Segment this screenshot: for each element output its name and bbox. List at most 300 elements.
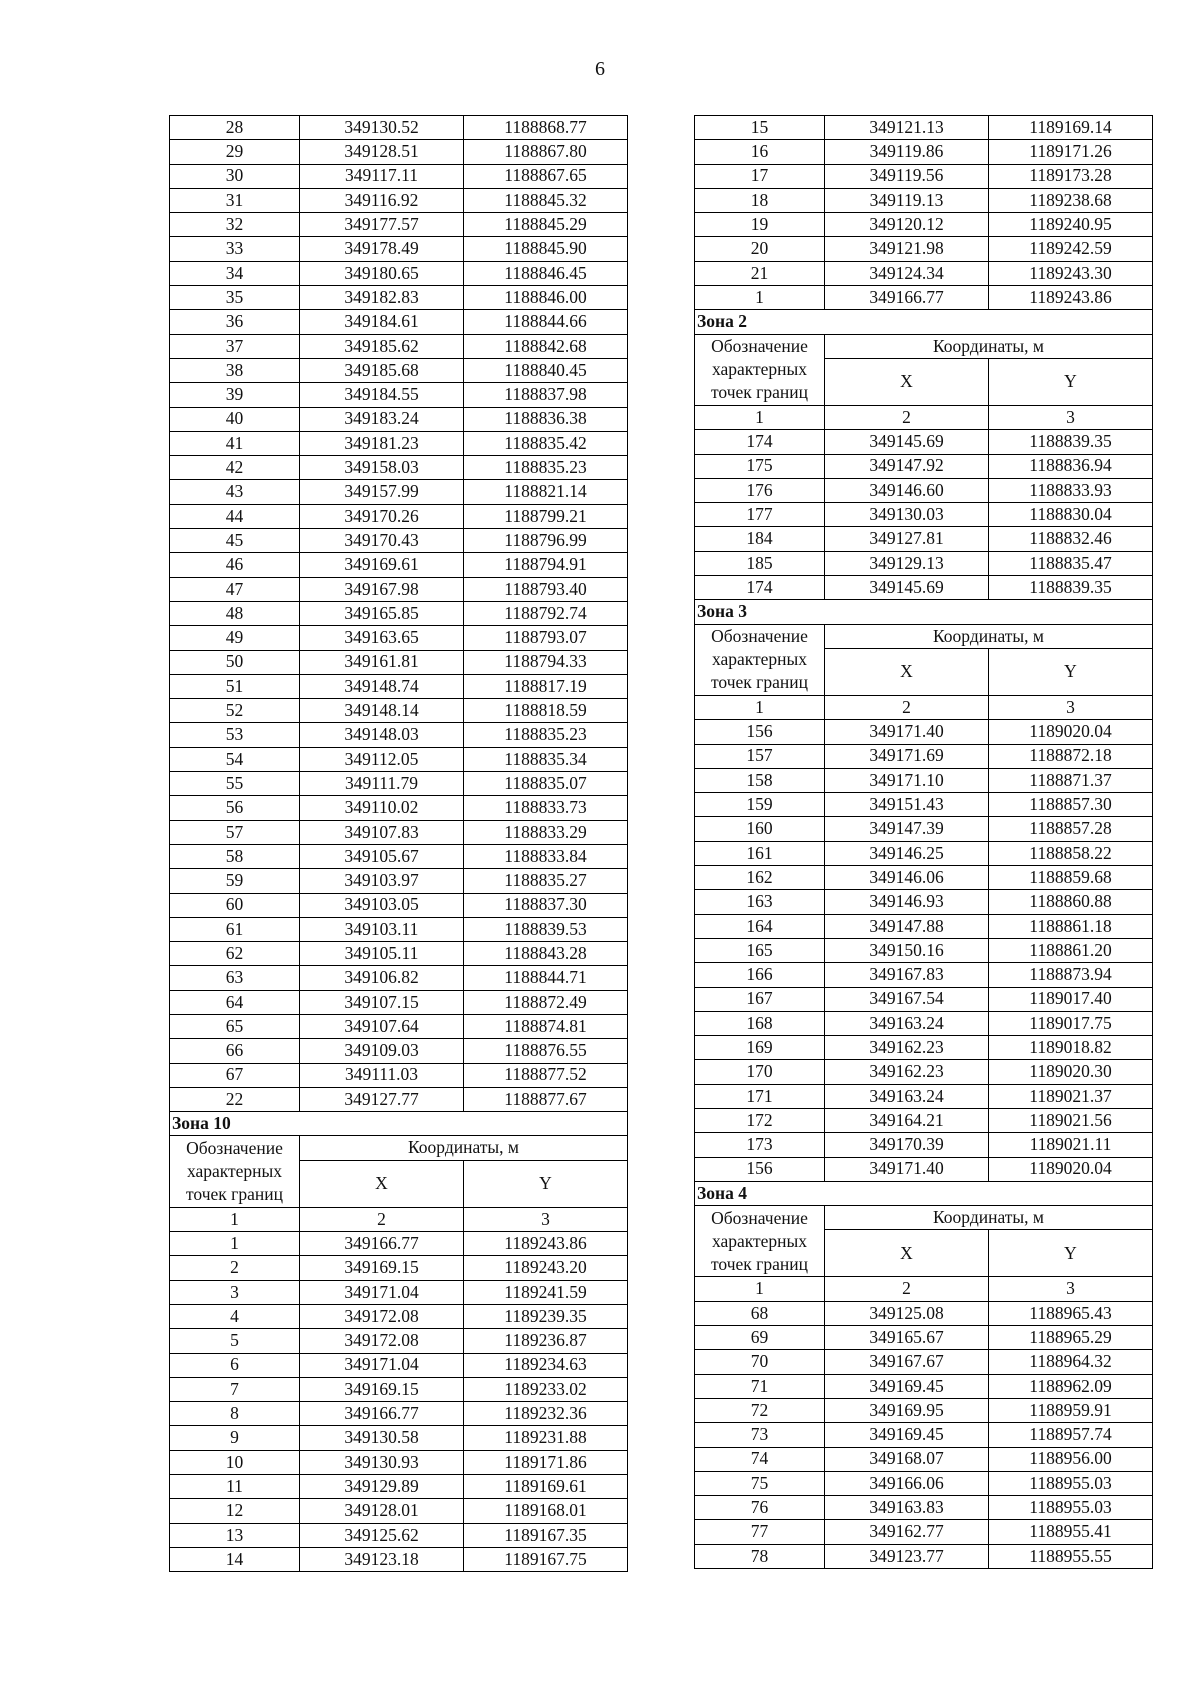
x-coordinate-cell: 349111.79 [300, 772, 464, 796]
y-coordinate-cell: 1188821.14 [464, 480, 628, 504]
table-row [170, 893, 628, 917]
y-coordinate-cell: 1188846.45 [464, 261, 628, 285]
point-number-cell: 58 [170, 844, 300, 868]
x-coordinate-cell: 349148.14 [300, 699, 464, 723]
y-coordinate-cell: 1189171.86 [464, 1450, 628, 1474]
table-row [695, 938, 1153, 962]
right-coordinates-column [694, 115, 1153, 1569]
y-coordinate-cell: 1189241.59 [464, 1280, 628, 1304]
table-row [695, 1157, 1153, 1181]
x-coordinate-cell: 349148.03 [300, 723, 464, 747]
point-number-cell: 36 [170, 310, 300, 334]
table-row [170, 1280, 628, 1304]
table-row [695, 1108, 1153, 1132]
y-coordinate-cell: 1188877.52 [464, 1063, 628, 1087]
y-coordinate-cell: 1188833.93 [989, 478, 1153, 502]
x-coordinate-cell: 349171.04 [300, 1280, 464, 1304]
table-row [170, 1304, 628, 1328]
y-coordinate-cell: 1189242.59 [989, 237, 1153, 261]
x-coordinate-cell: 349128.01 [300, 1499, 464, 1523]
point-number-cell: 10 [170, 1450, 300, 1474]
point-number-cell: 50 [170, 650, 300, 674]
y-coordinate-cell: 1188794.33 [464, 650, 628, 674]
y-coordinate-cell: 1188835.34 [464, 747, 628, 771]
x-coordinate-cell: 349123.18 [300, 1547, 464, 1571]
column-number-cell: 2 [825, 405, 989, 429]
y-coordinate-cell: 1188873.94 [989, 963, 1153, 987]
x-coordinate-cell: 349125.08 [825, 1301, 989, 1325]
x-coordinate-cell: 349182.83 [300, 286, 464, 310]
x-coordinate-cell: 349151.43 [825, 793, 989, 817]
point-number-cell: 78 [695, 1544, 825, 1568]
table-row [170, 480, 628, 504]
table-row [170, 1256, 628, 1280]
x-coordinate-cell: 349170.43 [300, 529, 464, 553]
y-coordinate-cell: 1188846.00 [464, 286, 628, 310]
table-row [170, 358, 628, 382]
designation-header: Обозначение характерных точек границ [695, 624, 825, 695]
y-coordinate-cell: 1188955.55 [989, 1544, 1153, 1568]
x-coordinate-cell: 349166.77 [300, 1232, 464, 1256]
point-number-cell: 37 [170, 334, 300, 358]
y-coordinate-cell: 1188955.03 [989, 1471, 1153, 1495]
column-number-row [695, 1277, 1153, 1301]
table-row [695, 914, 1153, 938]
y-coordinate-cell: 1188835.07 [464, 772, 628, 796]
x-header: X [825, 648, 989, 695]
x-coordinate-cell: 349145.69 [825, 576, 989, 600]
table-row [170, 310, 628, 334]
table-row [170, 1402, 628, 1426]
y-coordinate-cell: 1188965.43 [989, 1301, 1153, 1325]
table-row [695, 1398, 1153, 1422]
table-row [170, 1329, 628, 1353]
point-number-cell: 60 [170, 893, 300, 917]
point-number-cell: 156 [695, 720, 825, 744]
y-coordinate-cell: 1188845.32 [464, 188, 628, 212]
column-number-cell: 1 [695, 405, 825, 429]
zone-title: Зона 2 [695, 310, 1153, 334]
y-coordinate-cell: 1188835.23 [464, 456, 628, 480]
x-coordinate-cell: 349107.15 [300, 990, 464, 1014]
y-coordinate-cell: 1188872.18 [989, 744, 1153, 768]
coordinates-header: Координаты, м [825, 334, 1153, 358]
x-coordinate-cell: 349169.61 [300, 553, 464, 577]
y-coordinate-cell: 1188844.71 [464, 966, 628, 990]
point-number-cell: 74 [695, 1447, 825, 1471]
y-coordinate-cell: 1189243.30 [989, 261, 1153, 285]
point-number-cell: 184 [695, 527, 825, 551]
x-coordinate-cell: 349146.25 [825, 841, 989, 865]
designation-header: Обозначение характерных точек границ [170, 1136, 300, 1207]
y-coordinate-cell: 1188799.21 [464, 504, 628, 528]
x-coordinate-cell: 349163.65 [300, 626, 464, 650]
table-row [695, 478, 1153, 502]
y-coordinate-cell: 1188962.09 [989, 1374, 1153, 1398]
y-coordinate-cell: 1188871.37 [989, 768, 1153, 792]
point-number-cell: 76 [695, 1496, 825, 1520]
table-row [695, 503, 1153, 527]
x-coordinate-cell: 349167.54 [825, 987, 989, 1011]
table-row [170, 1039, 628, 1063]
x-coordinate-cell: 349169.15 [300, 1256, 464, 1280]
table-row [695, 841, 1153, 865]
y-header: Y [464, 1160, 628, 1207]
coordinates-header: Координаты, м [825, 1206, 1153, 1230]
y-coordinate-cell: 1188876.55 [464, 1039, 628, 1063]
y-coordinate-cell: 1188860.88 [989, 890, 1153, 914]
y-coordinate-cell: 1189017.75 [989, 1011, 1153, 1035]
point-number-cell: 14 [170, 1547, 300, 1571]
point-number-cell: 12 [170, 1499, 300, 1523]
point-number-cell: 28 [170, 116, 300, 140]
column-number-cell: 2 [825, 1277, 989, 1301]
table-row [170, 1377, 628, 1401]
point-number-cell: 57 [170, 820, 300, 844]
column-number-row [695, 695, 1153, 719]
y-coordinate-cell: 1188837.98 [464, 383, 628, 407]
point-number-cell: 54 [170, 747, 300, 771]
y-coordinate-cell: 1189018.82 [989, 1036, 1153, 1060]
x-coordinate-cell: 349150.16 [825, 938, 989, 962]
x-header: X [300, 1160, 464, 1207]
table-row [170, 431, 628, 455]
point-number-cell: 70 [695, 1350, 825, 1374]
y-coordinate-cell: 1188835.23 [464, 723, 628, 747]
point-number-cell: 45 [170, 529, 300, 553]
point-number-cell: 8 [170, 1402, 300, 1426]
table-row [170, 1475, 628, 1499]
y-coordinate-cell: 1189243.86 [989, 286, 1153, 310]
table-row [695, 140, 1153, 164]
x-coordinate-cell: 349170.39 [825, 1133, 989, 1157]
table-row [695, 527, 1153, 551]
point-number-cell: 64 [170, 990, 300, 1014]
x-coordinate-cell: 349168.07 [825, 1447, 989, 1471]
point-number-cell: 34 [170, 261, 300, 285]
table-row [170, 407, 628, 431]
x-coordinate-cell: 349180.65 [300, 261, 464, 285]
y-coordinate-cell: 1189167.35 [464, 1523, 628, 1547]
x-coordinate-cell: 349129.13 [825, 551, 989, 575]
column-number-cell: 3 [989, 695, 1153, 719]
x-coordinate-cell: 349167.98 [300, 577, 464, 601]
y-coordinate-cell: 1188965.29 [989, 1326, 1153, 1350]
point-number-cell: 67 [170, 1063, 300, 1087]
x-coordinate-cell: 349166.06 [825, 1471, 989, 1495]
x-coordinate-cell: 349165.85 [300, 601, 464, 625]
y-coordinate-cell: 1189232.36 [464, 1402, 628, 1426]
table-row [170, 1426, 628, 1450]
x-coordinate-cell: 349106.82 [300, 966, 464, 990]
y-coordinate-cell: 1189173.28 [989, 164, 1153, 188]
table-row [695, 188, 1153, 212]
y-coordinate-cell: 1188832.46 [989, 527, 1153, 551]
y-coordinate-cell: 1188868.77 [464, 116, 628, 140]
point-number-cell: 66 [170, 1039, 300, 1063]
zone-title: Зона 4 [695, 1181, 1153, 1205]
point-number-cell: 48 [170, 601, 300, 625]
y-coordinate-cell: 1189171.26 [989, 140, 1153, 164]
point-number-cell: 77 [695, 1520, 825, 1544]
y-coordinate-cell: 1188833.29 [464, 820, 628, 844]
point-number-cell: 17 [695, 164, 825, 188]
point-number-cell: 15 [695, 116, 825, 140]
point-number-cell: 46 [170, 553, 300, 577]
y-coordinate-cell: 1188792.74 [464, 601, 628, 625]
x-coordinate-cell: 349146.60 [825, 478, 989, 502]
x-coordinate-cell: 349103.11 [300, 917, 464, 941]
point-number-cell: 7 [170, 1377, 300, 1401]
y-coordinate-cell: 1188839.35 [989, 430, 1153, 454]
table-row [695, 1011, 1153, 1035]
table-row [170, 674, 628, 698]
point-number-cell: 1 [695, 286, 825, 310]
point-number-cell: 164 [695, 914, 825, 938]
y-coordinate-cell: 1188830.04 [989, 503, 1153, 527]
y-coordinate-cell: 1189236.87 [464, 1329, 628, 1353]
point-number-cell: 73 [695, 1423, 825, 1447]
table-row [170, 626, 628, 650]
column-number-cell: 2 [825, 695, 989, 719]
table-row [170, 723, 628, 747]
x-coordinate-cell: 349171.10 [825, 768, 989, 792]
table-row [170, 917, 628, 941]
zone-title-row [695, 600, 1153, 624]
table-row [170, 1523, 628, 1547]
table-row [170, 456, 628, 480]
table-row [695, 430, 1153, 454]
y-coordinate-cell: 1188793.40 [464, 577, 628, 601]
y-coordinate-cell: 1188818.59 [464, 699, 628, 723]
x-coordinate-cell: 349117.11 [300, 164, 464, 188]
table-row [170, 699, 628, 723]
y-coordinate-cell: 1189017.40 [989, 987, 1153, 1011]
table-row [170, 1547, 628, 1571]
point-number-cell: 165 [695, 938, 825, 962]
column-number-cell: 3 [464, 1207, 628, 1231]
y-coordinate-cell: 1189239.35 [464, 1304, 628, 1328]
zone-title-row [170, 1112, 628, 1136]
x-coordinate-cell: 349162.77 [825, 1520, 989, 1544]
point-number-cell: 173 [695, 1133, 825, 1157]
x-coordinate-cell: 349163.24 [825, 1011, 989, 1035]
x-coordinate-cell: 349163.24 [825, 1084, 989, 1108]
y-coordinate-cell: 1189021.56 [989, 1108, 1153, 1132]
x-coordinate-cell: 349116.92 [300, 188, 464, 212]
table-row [170, 553, 628, 577]
point-number-cell: 18 [695, 188, 825, 212]
point-number-cell: 9 [170, 1426, 300, 1450]
x-coordinate-cell: 349110.02 [300, 796, 464, 820]
table-row [695, 768, 1153, 792]
point-number-cell: 174 [695, 430, 825, 454]
x-coordinate-cell: 349121.98 [825, 237, 989, 261]
x-coordinate-cell: 349127.81 [825, 527, 989, 551]
point-number-cell: 13 [170, 1523, 300, 1547]
y-coordinate-cell: 1189169.61 [464, 1475, 628, 1499]
column-number-cell: 1 [695, 695, 825, 719]
y-coordinate-cell: 1188840.45 [464, 358, 628, 382]
point-number-cell: 162 [695, 866, 825, 890]
point-number-cell: 22 [170, 1087, 300, 1111]
x-coordinate-cell: 349167.83 [825, 963, 989, 987]
table-row [695, 1036, 1153, 1060]
x-coordinate-cell: 349147.39 [825, 817, 989, 841]
table-row [695, 1520, 1153, 1544]
x-coordinate-cell: 349169.45 [825, 1423, 989, 1447]
coordinates-header: Координаты, м [825, 624, 1153, 648]
x-coordinate-cell: 349145.69 [825, 430, 989, 454]
point-number-cell: 59 [170, 869, 300, 893]
y-coordinate-cell: 1188817.19 [464, 674, 628, 698]
table-row [170, 1014, 628, 1038]
point-number-cell: 47 [170, 577, 300, 601]
x-coordinate-cell: 349130.03 [825, 503, 989, 527]
table-row [695, 1447, 1153, 1471]
left-coordinates-table [169, 115, 628, 1572]
point-number-cell: 63 [170, 966, 300, 990]
y-coordinate-cell: 1188842.68 [464, 334, 628, 358]
point-number-cell: 55 [170, 772, 300, 796]
table-row [695, 116, 1153, 140]
x-coordinate-cell: 349162.23 [825, 1036, 989, 1060]
table-row [170, 237, 628, 261]
table-row [170, 116, 628, 140]
table-header-row [695, 624, 1153, 648]
zone-title-row [695, 310, 1153, 334]
x-coordinate-cell: 349185.68 [300, 358, 464, 382]
y-coordinate-cell: 1188955.03 [989, 1496, 1153, 1520]
table-row [170, 504, 628, 528]
x-coordinate-cell: 349127.77 [300, 1087, 464, 1111]
y-coordinate-cell: 1189169.14 [989, 116, 1153, 140]
y-header: Y [989, 1230, 1153, 1277]
table-row [170, 796, 628, 820]
table-row [695, 1544, 1153, 1568]
x-coordinate-cell: 349181.23 [300, 431, 464, 455]
table-row [695, 551, 1153, 575]
left-coordinates-column [169, 115, 628, 1572]
zone-title: Зона 10 [170, 1112, 628, 1136]
table-row [170, 772, 628, 796]
x-coordinate-cell: 349130.58 [300, 1426, 464, 1450]
x-coordinate-cell: 349166.77 [825, 286, 989, 310]
table-row [170, 383, 628, 407]
x-coordinate-cell: 349103.97 [300, 869, 464, 893]
table-row [695, 261, 1153, 285]
table-row [170, 577, 628, 601]
point-number-cell: 39 [170, 383, 300, 407]
point-number-cell: 20 [695, 237, 825, 261]
table-row [695, 454, 1153, 478]
point-number-cell: 6 [170, 1353, 300, 1377]
point-number-cell: 33 [170, 237, 300, 261]
table-row [695, 1326, 1153, 1350]
y-coordinate-cell: 1188833.73 [464, 796, 628, 820]
y-coordinate-cell: 1188964.32 [989, 1350, 1153, 1374]
y-coordinate-cell: 1189168.01 [464, 1499, 628, 1523]
x-coordinate-cell: 349177.57 [300, 213, 464, 237]
table-row [695, 576, 1153, 600]
table-row [170, 334, 628, 358]
x-coordinate-cell: 349128.51 [300, 140, 464, 164]
y-coordinate-cell: 1188839.35 [989, 576, 1153, 600]
x-coordinate-cell: 349105.11 [300, 942, 464, 966]
x-coordinate-cell: 349119.13 [825, 188, 989, 212]
x-coordinate-cell: 349107.83 [300, 820, 464, 844]
designation-header: Обозначение характерных точек границ [695, 1206, 825, 1277]
point-number-cell: 170 [695, 1060, 825, 1084]
y-coordinate-cell: 1188877.67 [464, 1087, 628, 1111]
table-row [170, 1063, 628, 1087]
table-row [170, 286, 628, 310]
x-coordinate-cell: 349109.03 [300, 1039, 464, 1063]
table-row [695, 1133, 1153, 1157]
y-coordinate-cell: 1188956.00 [989, 1447, 1153, 1471]
y-coordinate-cell: 1188836.38 [464, 407, 628, 431]
point-number-cell: 156 [695, 1157, 825, 1181]
x-coordinate-cell: 349121.13 [825, 116, 989, 140]
point-number-cell: 68 [695, 1301, 825, 1325]
point-number-cell: 44 [170, 504, 300, 528]
y-coordinate-cell: 1188843.28 [464, 942, 628, 966]
y-coordinate-cell: 1188858.22 [989, 841, 1153, 865]
point-number-cell: 4 [170, 1304, 300, 1328]
x-coordinate-cell: 349164.21 [825, 1108, 989, 1132]
point-number-cell: 42 [170, 456, 300, 480]
table-row [170, 529, 628, 553]
x-coordinate-cell: 349147.88 [825, 914, 989, 938]
table-row [695, 1301, 1153, 1325]
point-number-cell: 41 [170, 431, 300, 455]
point-number-cell: 174 [695, 576, 825, 600]
x-coordinate-cell: 349170.26 [300, 504, 464, 528]
x-coordinate-cell: 349103.05 [300, 893, 464, 917]
x-coordinate-cell: 349171.69 [825, 744, 989, 768]
x-coordinate-cell: 349112.05 [300, 747, 464, 771]
point-number-cell: 53 [170, 723, 300, 747]
point-number-cell: 169 [695, 1036, 825, 1060]
point-number-cell: 72 [695, 1398, 825, 1422]
table-row [170, 1450, 628, 1474]
zone-title-row [695, 1181, 1153, 1205]
point-number-cell: 30 [170, 164, 300, 188]
table-row [170, 213, 628, 237]
x-coordinate-cell: 349161.81 [300, 650, 464, 674]
x-coordinate-cell: 349158.03 [300, 456, 464, 480]
table-row [170, 820, 628, 844]
point-number-cell: 159 [695, 793, 825, 817]
point-number-cell: 185 [695, 551, 825, 575]
y-coordinate-cell: 1189021.11 [989, 1133, 1153, 1157]
table-row [170, 1499, 628, 1523]
point-number-cell: 29 [170, 140, 300, 164]
x-coordinate-cell: 349167.67 [825, 1350, 989, 1374]
x-coordinate-cell: 349165.67 [825, 1326, 989, 1350]
y-coordinate-cell: 1189238.68 [989, 188, 1153, 212]
point-number-cell: 5 [170, 1329, 300, 1353]
point-number-cell: 160 [695, 817, 825, 841]
table-row [695, 1060, 1153, 1084]
point-number-cell: 3 [170, 1280, 300, 1304]
point-number-cell: 52 [170, 699, 300, 723]
y-coordinate-cell: 1188859.68 [989, 866, 1153, 890]
y-coordinate-cell: 1188844.66 [464, 310, 628, 334]
y-coordinate-cell: 1189243.20 [464, 1256, 628, 1280]
x-coordinate-cell: 349171.40 [825, 1157, 989, 1181]
x-coordinate-cell: 349129.89 [300, 1475, 464, 1499]
